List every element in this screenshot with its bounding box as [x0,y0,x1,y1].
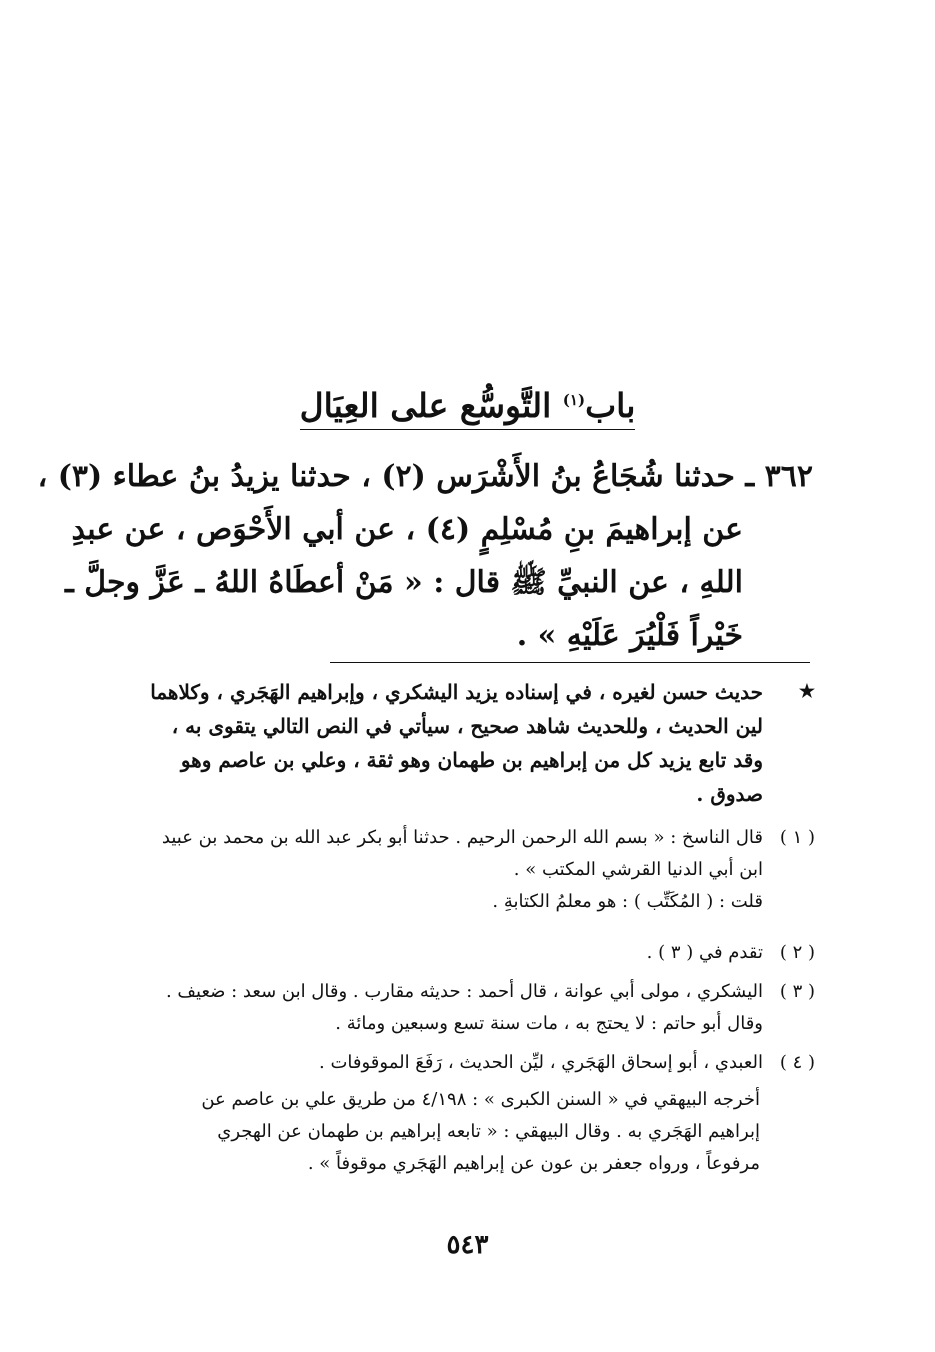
grading-line: صدوق . [696,782,763,806]
grading-note [120,675,815,811]
grading-line: وقد تابع يزيد كل من إبراهيم بن طهمان وهو ثقة ، وعلي بن عاصم وهو [180,748,763,772]
chapter-footnote-marker: (١) [562,391,586,409]
footnote-2 [120,937,815,969]
hadith-line-4: خَيْراً فَلْيُرَ عَلَيْهِ » . [516,618,743,653]
footnote-line: قال الناسخ : « بسم الله الرحمن الرحيم . حدثنا أبو بكر عبد الله بن محمد بن عبيد [161,827,763,848]
footnote-number: ( ٣ ) [779,981,815,1002]
takhrij-line: إبراهيم الهَجَري به . وقال البيهقي : « تابعه إبراهيم بن طهمان عن الهجري [217,1121,760,1142]
chapter-title: التَّوسُّع على العِيَال [299,386,552,425]
footnote-number: ( ٢ ) [779,942,815,963]
hadith-line-2: عن إبراهيمَ بنِ مُسْلِمٍ (٤) ، عن أبي الأَحْوَص ، عن عبدِ [71,512,743,547]
footnote-line: العبدي ، أبو إسحاق الهَجَري ، ليِّن الحديث ، رَفَعَ الموقوفات . [319,1052,763,1073]
footnote-1 [120,822,815,918]
footnote-separator [330,662,810,663]
chapter-prefix: باب [585,386,636,425]
chapter-title-underlined [300,386,636,430]
takhrij-line: مرفوعاً ، ورواه جعفر بن عون عن إبراهيم الهَجَري موقوفاً » . [307,1153,760,1174]
chapter-heading [0,386,935,430]
hadith-number: ٣٦٢ ـ [745,459,813,494]
footnote-number: ( ١ ) [779,827,815,848]
footnote-line: ابن أبي الدنيا القرشي المكتب » . [513,859,763,880]
footnote-3 [120,976,815,1040]
takhrij-line: أخرجه البيهقي في « السنن الكبرى » : ٤/١٩٨ من طريق علي بن عاصم عن [201,1089,760,1110]
hadith-line-3: اللهِ ، عن النبيِّ ﷺ قال : « مَنْ أعطَاهُ اللهُ ـ عَزَّ وجلَّ ـ [65,565,743,600]
hadith-text [37,450,813,662]
footnote-line: اليشكري ، مولى أبي عوانة ، قال أحمد : حديثه مقارب . وقال ابن سعد : ضعيف . [165,981,763,1002]
footnote-4 [120,1047,815,1079]
hadith-line-1: ٣٦٢ ـ حدثنا شُجَاعُ بنُ الأَشْرَس (٢) ، حدثنا يزيدُ بنُ عطاء (٣) ، [37,459,813,494]
star-icon: ★ [798,681,815,702]
footnote-number: ( ٤ ) [779,1052,815,1073]
grading-line: حديث حسن لغيره ، في إسناده يزيد اليشكري ، وإبراهيم الهَجَري ، وكلاهما [150,680,763,704]
page-number: ٥٤٣ [446,1230,489,1260]
footnote-line: وقال أبو حاتم : لا يحتج به ، مات سنة تسع وسبعين ومائة . [335,1013,763,1034]
footnote-line: تقدم في ( ٣ ) . [646,942,763,963]
footnote-line: قلت : ( المُكَتِّب ) : هو معلمُ الكتابةِ . [492,891,763,912]
takhrij-paragraph [120,1084,760,1180]
grading-line: لين الحديث ، وللحديث شاهد صحيح ، سيأتي في النص التالي يتقوى به ، [171,714,763,738]
